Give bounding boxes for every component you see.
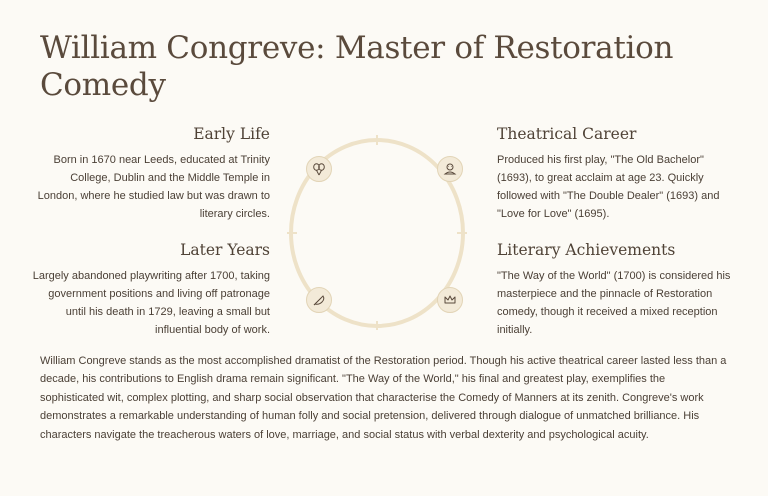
theatre-masks-icon	[437, 156, 463, 182]
section-heading: Early Life	[193, 125, 270, 143]
page-title: William Congreve: Master of Restoration Comedy	[40, 30, 674, 103]
feather-icon	[306, 287, 332, 313]
section-text: Produced his first play, "The Old Bachelor" (1693), to great acclaim at age 23. Quickly followed with "The Double Dealer" (1693) and "Love for Love" (1695).	[497, 154, 720, 220]
section-text: Largely abandoned playwriting after 1700, taking government positions and living off patronage until his death in 1729, leaving a small but influential body of work.	[32, 270, 270, 336]
section-heading: Later Years	[180, 241, 270, 259]
timeline-ring	[287, 135, 467, 330]
section-later-years	[30, 241, 270, 339]
section-theatrical-career	[497, 125, 737, 223]
balloons-icon	[306, 156, 332, 182]
section-text: Born in 1670 near Leeds, educated at Trinity College, Dublin and the Middle Temple in London, where he studied law but was drawn to literary circles.	[37, 154, 270, 220]
section-early-life	[30, 125, 270, 223]
section-text: "The Way of the World" (1700) is considered his masterpiece and the pinnacle of Restoration comedy, though it received a mixed reception initially.	[497, 270, 731, 336]
summary-paragraph: William Congreve stands as the most accomplished dramatist of the Restoration period. Though his active theatrical career lasted less than a decade, his contributions to English drama remain significant. "The Way of the World," his final and greatest play, exemplifies the sophisticated wit, complex plotting, and sharp social observation that characterise the Comedy of Manners at its zenith. Congreve's work demonstrates a remarkable understanding of human folly and social pretension, delivered through dialogue of unmatched brilliance. His characters navigate the treacherous waters of love, marriage, and social status with verbal dexterity and psychological acuity.	[40, 355, 727, 441]
crown-icon	[437, 287, 463, 313]
section-heading: Literary Achievements	[497, 241, 676, 259]
section-literary-achievements	[497, 241, 737, 339]
section-heading: Theatrical Career	[497, 125, 637, 143]
